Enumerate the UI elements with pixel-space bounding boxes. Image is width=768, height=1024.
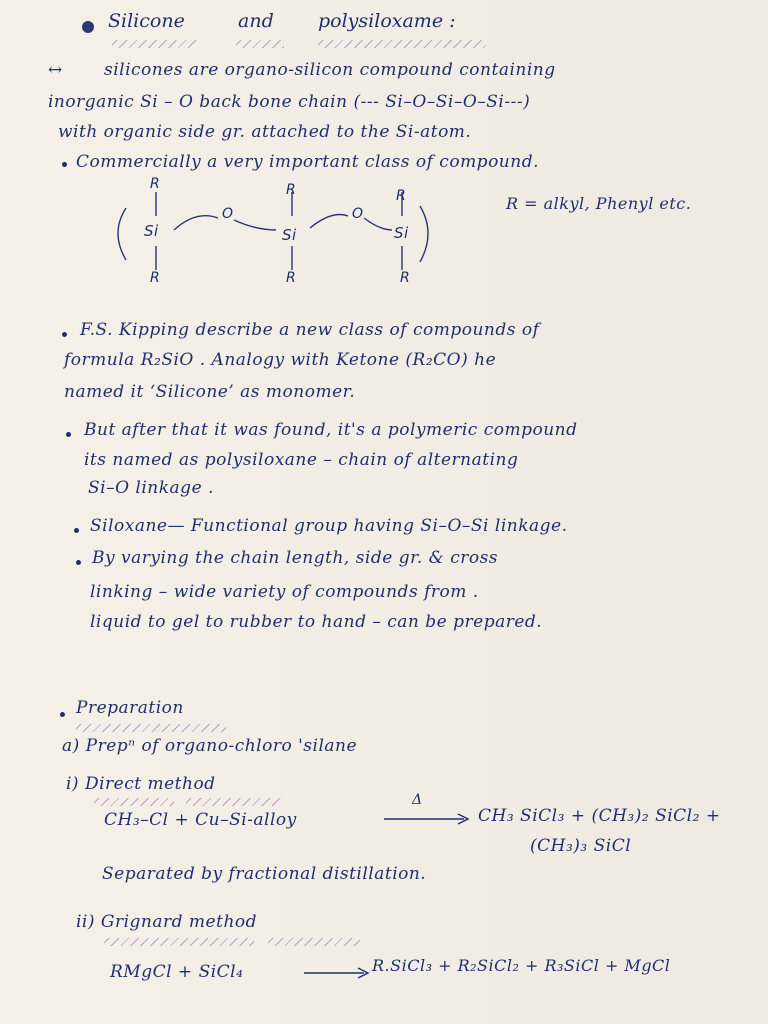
structure-r-bottom-2: R bbox=[286, 270, 297, 286]
structure-r-note: R = alkyl, Phenyl etc. bbox=[506, 194, 692, 213]
kipping-line-1: F.S. Kipping describe a new class of compounds of bbox=[80, 320, 540, 340]
title-underline bbox=[318, 40, 486, 48]
bullet-icon bbox=[62, 332, 67, 337]
intro-marker: ↔ bbox=[48, 60, 63, 80]
varying-line-3: liquid to gel to rubber to hand – can be prepared. bbox=[90, 612, 543, 632]
separated-line: Separated by fractional distillation. bbox=[102, 864, 427, 884]
eq1-left: CH₃–Cl + Cu–Si-alloy bbox=[104, 810, 297, 830]
bullet-icon bbox=[74, 528, 79, 533]
prep-ii-underline bbox=[104, 938, 254, 946]
structure-o-2: O bbox=[352, 206, 364, 222]
title-main: polysiloxame : bbox=[318, 10, 456, 32]
but-line-2: its named as polysiloxane – chain of alternating bbox=[84, 450, 519, 470]
varying-line-2: linking – wide variety of compounds from . bbox=[90, 582, 479, 602]
bullet-icon bbox=[66, 432, 71, 437]
bullet-icon bbox=[60, 712, 65, 717]
commercial-line: Commercially a very important class of compound. bbox=[76, 152, 539, 172]
title-and: and bbox=[238, 10, 274, 32]
structure-r-bottom-3: R bbox=[400, 270, 411, 286]
prep-a: a) Prepⁿ of organo-chloro 'silane bbox=[62, 736, 358, 756]
eq2-right: R.SiCl₃ + R₂SiCl₂ + R₃SiCl + MgCl bbox=[372, 956, 671, 975]
title-prefix: Silicone bbox=[108, 10, 185, 32]
prep-ii: ii) Grignard method bbox=[76, 912, 258, 932]
structure-r-bottom-1: R bbox=[150, 270, 161, 286]
prep-heading-underline bbox=[76, 724, 226, 732]
prep-i: i) Direct method bbox=[66, 774, 216, 794]
intro-line-1: silicones are organo-silicon compound containing bbox=[104, 60, 556, 80]
prep-heading: Preparation bbox=[76, 698, 184, 718]
structure-si-2: Si bbox=[282, 226, 297, 244]
structure-si-3: Si bbox=[394, 224, 409, 242]
eq1-arrow-label: Δ bbox=[412, 792, 423, 808]
structure-o-1: O bbox=[222, 206, 234, 222]
bullet-icon bbox=[62, 162, 67, 167]
title-underline bbox=[236, 40, 284, 48]
siloxane-line: Siloxane— Functional group having Si–O–Si linkage. bbox=[90, 516, 568, 536]
varying-line-1: By varying the chain length, side gr. & cross bbox=[92, 548, 499, 568]
but-line-3: Si–O linkage . bbox=[88, 478, 214, 498]
eq1-right: CH₃ SiCl₃ + (CH₃)₂ SiCl₂ + bbox=[478, 806, 721, 826]
structure-r-top-1: R bbox=[150, 176, 161, 192]
eq2-left: RMgCl + SiCl₄ bbox=[110, 962, 244, 982]
eq2-arrow-icon bbox=[302, 966, 372, 980]
kipping-line-3: named it ‘Silicone’ as monomer. bbox=[64, 382, 356, 402]
prep-ii-underline bbox=[268, 938, 360, 946]
eq1-right-2: (CH₃)₃ SiCl bbox=[530, 836, 632, 856]
intro-line-2: inorganic Si – O back bone chain (--- Si–O–Si–O–Si---) bbox=[48, 92, 531, 112]
title-underline bbox=[112, 40, 198, 48]
but-line-1: But after that it was found, it's a polymeric compound bbox=[84, 420, 578, 440]
kipping-line-2: formula R₂SiO . Analogy with Ketone (R₂CO) he bbox=[64, 350, 497, 370]
structure-r-top-3: R bbox=[396, 188, 407, 204]
prep-i-underline bbox=[94, 798, 174, 806]
intro-line-3: with organic side gr. attached to the Si-atom. bbox=[58, 122, 472, 142]
bullet-icon bbox=[82, 21, 94, 33]
bullet-icon bbox=[76, 560, 81, 565]
eq1-arrow-icon bbox=[382, 812, 472, 826]
prep-i-underline bbox=[186, 798, 282, 806]
structure-r-top-2: R bbox=[286, 182, 297, 198]
structure-si-1: Si bbox=[144, 222, 159, 240]
